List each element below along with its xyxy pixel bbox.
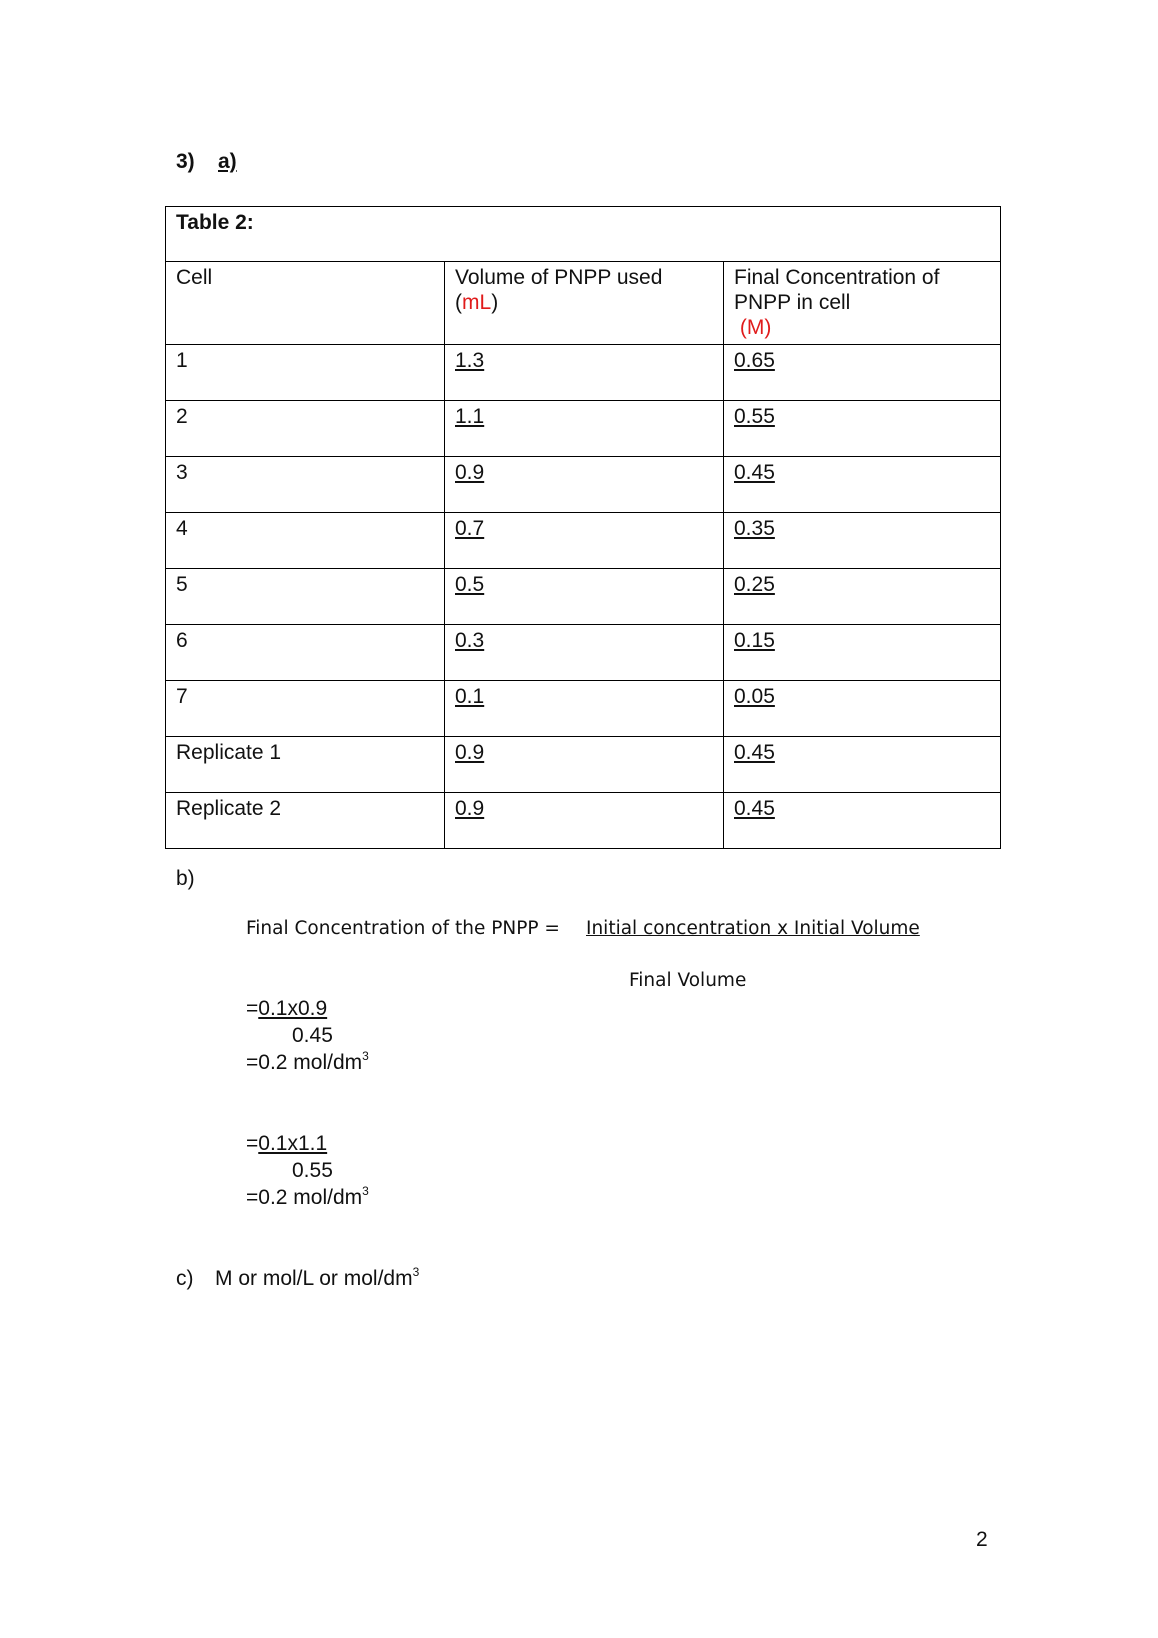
row-volume-value: 1.1: [455, 405, 485, 428]
row-volume-value: 0.9: [455, 797, 485, 820]
question-number: 3): [176, 150, 195, 173]
calc2-result: =0.2 mol/dm: [246, 1186, 363, 1209]
row-cell-cell: [166, 401, 445, 457]
row-concentration-cell: [724, 569, 1001, 625]
row-volume-cell: [445, 737, 724, 793]
calc2-denominator: 0.55: [292, 1159, 333, 1182]
formula-lhs: Final Concentration of the PNPP =: [246, 918, 560, 939]
row-cell-value: Replicate 1: [176, 741, 282, 764]
table-row: [166, 681, 1001, 737]
row-concentration-value: 0.45: [734, 741, 775, 764]
row-concentration-value: 0.05: [734, 685, 775, 708]
part-c-label: c): [176, 1267, 194, 1290]
table-row: [166, 513, 1001, 569]
header-volume: [445, 262, 724, 345]
table-row: [166, 401, 1001, 457]
row-concentration-cell: [724, 457, 1001, 513]
table-row: [166, 737, 1001, 793]
row-concentration-cell: [724, 737, 1001, 793]
part-c: [176, 1267, 419, 1291]
header-cell: Cell: [166, 262, 445, 345]
row-volume-value: 0.7: [455, 517, 485, 540]
row-cell-value: 2: [176, 405, 188, 428]
table-caption: Table 2:: [166, 207, 1001, 262]
row-concentration-value: 0.45: [734, 461, 775, 484]
row-volume-cell: [445, 569, 724, 625]
row-concentration-cell: [724, 681, 1001, 737]
table-row: [166, 457, 1001, 513]
part-c-text: M or mol/L or mol/dm: [215, 1267, 413, 1290]
row-cell-value: 4: [176, 517, 188, 540]
row-cell-value: 5: [176, 573, 188, 596]
calc2-result-sup: 3: [362, 1184, 369, 1198]
calc1-result: =0.2 mol/dm: [246, 1051, 363, 1074]
row-volume-value: 0.1: [455, 685, 485, 708]
row-cell-cell: [166, 737, 445, 793]
formula-denominator: Final Volume: [629, 970, 747, 991]
formula-numerator: Initial concentration x Initial Volume: [586, 918, 920, 939]
header-volume-unit-open: (: [455, 291, 462, 314]
row-concentration-value: 0.45: [734, 797, 775, 820]
header-concentration-line2: PNPP in cell: [734, 291, 851, 314]
row-volume-cell: [445, 793, 724, 849]
row-concentration-cell: [724, 401, 1001, 457]
row-volume-cell: [445, 513, 724, 569]
row-volume-cell: [445, 457, 724, 513]
row-volume-cell: [445, 681, 724, 737]
row-cell-cell: [166, 625, 445, 681]
calc1-numerator: 0.1x0.9: [258, 997, 328, 1020]
row-volume-value: 0.9: [455, 461, 485, 484]
part-b-label: b): [176, 867, 195, 890]
table-row: [166, 345, 1001, 401]
header-volume-label: Volume of PNPP used: [455, 266, 663, 289]
calc2-eq: =: [246, 1132, 259, 1155]
row-cell-value: 7: [176, 685, 188, 708]
row-volume-value: 0.5: [455, 573, 485, 596]
row-concentration-value: 0.25: [734, 573, 775, 596]
row-concentration-value: 0.35: [734, 517, 775, 540]
calc1-result-sup: 3: [362, 1049, 369, 1063]
table-header-row: [166, 262, 1001, 345]
row-concentration-value: 0.65: [734, 349, 775, 372]
header-concentration-line1: Final Concentration of: [734, 266, 940, 289]
row-cell-cell: [166, 569, 445, 625]
row-cell-cell: [166, 513, 445, 569]
row-cell-cell: [166, 681, 445, 737]
calc2-numerator: 0.1x1.1: [258, 1132, 328, 1155]
row-cell-value: 3: [176, 461, 188, 484]
row-concentration-cell: [724, 625, 1001, 681]
header-concentration: [724, 262, 1001, 345]
header-concentration-unit: (M): [739, 316, 772, 339]
row-concentration-cell: [724, 513, 1001, 569]
header-volume-unit-close: ): [491, 291, 499, 314]
row-cell-value: Replicate 2: [176, 797, 282, 820]
row-cell-value: 6: [176, 629, 188, 652]
page-number: 2: [976, 1528, 988, 1551]
row-concentration-value: 0.55: [734, 405, 775, 428]
formula: [246, 918, 920, 939]
calculation-2: [246, 1130, 369, 1211]
row-concentration-value: 0.15: [734, 629, 775, 652]
calc1-denominator: 0.45: [292, 1024, 333, 1047]
question-heading: [176, 150, 237, 174]
row-volume-value: 0.3: [455, 629, 485, 652]
row-cell-cell: [166, 793, 445, 849]
calculation-1: [246, 995, 369, 1076]
table-row: [166, 569, 1001, 625]
row-volume-cell: [445, 625, 724, 681]
data-table: [165, 206, 1001, 849]
row-concentration-cell: [724, 793, 1001, 849]
calc1-eq: =: [246, 997, 259, 1020]
row-cell-cell: [166, 345, 445, 401]
row-volume-cell: [445, 345, 724, 401]
table-row: [166, 793, 1001, 849]
table-row: [166, 625, 1001, 681]
row-cell-value: 1: [176, 349, 188, 372]
row-cell-cell: [166, 457, 445, 513]
row-concentration-cell: [724, 345, 1001, 401]
row-volume-value: 0.9: [455, 741, 485, 764]
part-c-sup: 3: [412, 1265, 420, 1279]
row-volume-cell: [445, 401, 724, 457]
row-volume-value: 1.3: [455, 349, 485, 372]
header-volume-unit: mL: [462, 291, 492, 314]
part-a-label: a): [218, 150, 237, 173]
